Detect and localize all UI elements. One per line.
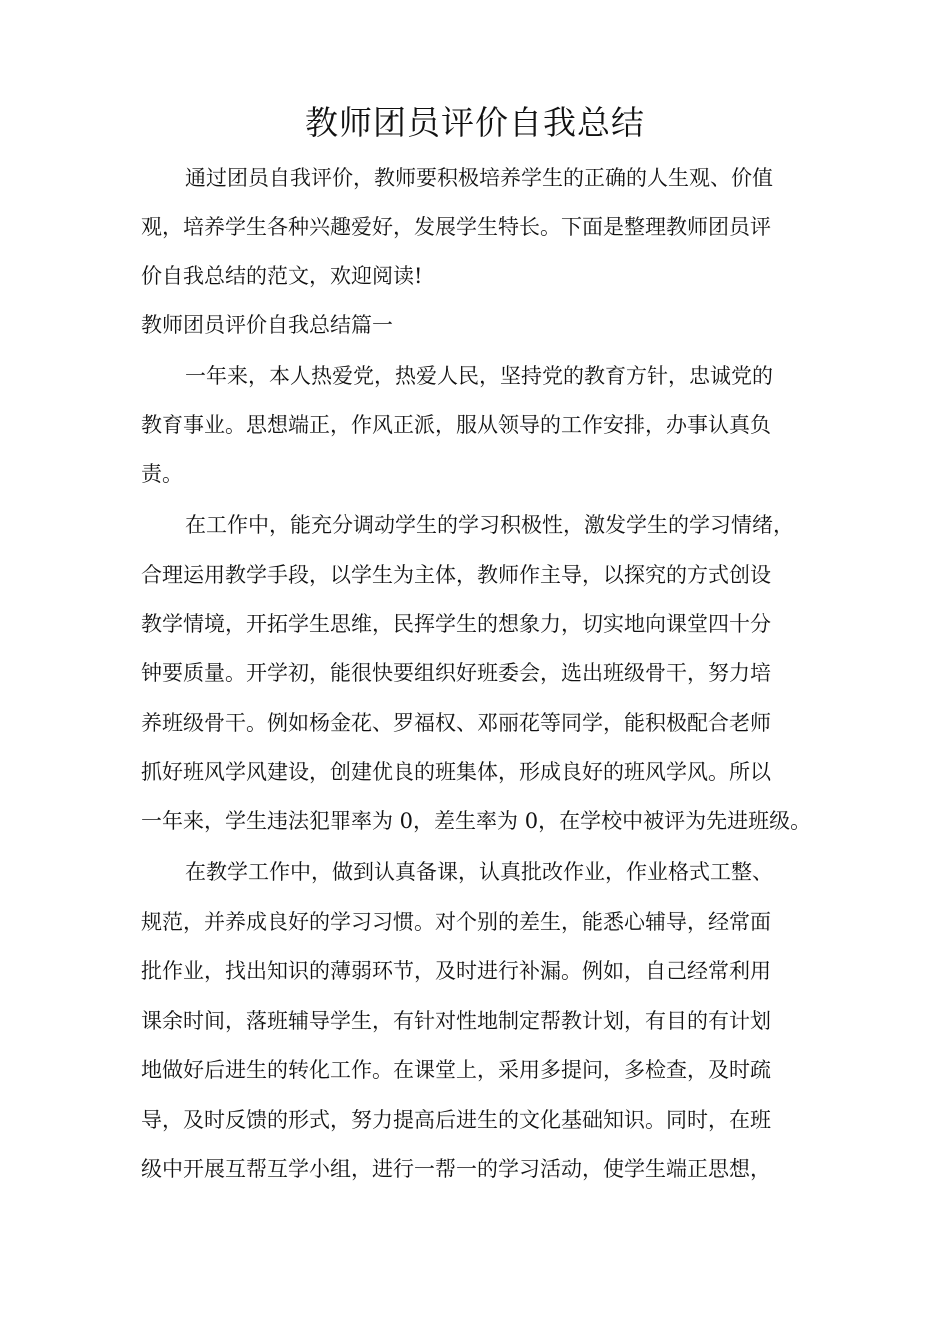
text-line: 一年来，本人热爱党，热爱人民，坚持党的教育方针，忠诚党的 xyxy=(185,364,773,388)
text-line: 合理运用教学手段，以学生为主体，教师作主导，以探究的方式创设 xyxy=(141,563,771,587)
text-line: 规范，并养成良好的学习习惯。对个别的差生，能悉心辅导，经常面 xyxy=(141,910,771,934)
text-line: 在教学工作中，做到认真备课，认真批改作业，作业格式工整、 xyxy=(185,860,773,884)
text-line: 养班级骨干。例如杨金花、罗福权、邓丽花等同学，能积极配合老师 xyxy=(141,711,771,735)
section-heading: 教师团员评价自我总结篇一 xyxy=(141,313,393,337)
text-line: 课余时间，落班辅导学生，有针对性地制定帮教计划，有目的有计划 xyxy=(141,1009,771,1033)
text-line: 在工作中，能充分调动学生的学习积极性，激发学生的学习情绪， xyxy=(185,513,794,537)
text-line: 通过团员自我评价，教师要积极培养学生的正确的人生观、价值 xyxy=(185,166,773,190)
text-line: 责。 xyxy=(141,462,183,486)
text-line: 级中开展互帮互学小组，进行一帮一的学习活动，使学生端正思想， xyxy=(141,1157,771,1181)
text-line: 观，培养学生各种兴趣爱好，发展学生特长。下面是整理教师团员评 xyxy=(141,215,771,239)
text-line: 抓好班风学风建设，创建优良的班集体，形成良好的班风学风。所以 xyxy=(141,760,771,784)
text-line: 教育事业。思想端正，作风正派，服从领导的工作安排，办事认真负 xyxy=(141,413,771,437)
text-line: 一年来，学生违法犯罪率为 0，差生率为 0，在学校中被评为先进班级。 xyxy=(141,809,812,833)
document-title: 教师团员评价自我总结 xyxy=(305,103,645,142)
text-line: 导，及时反馈的形式，努力提高后进生的文化基础知识。同时，在班 xyxy=(141,1108,771,1132)
text-line: 教学情境，开拓学生思维，民挥学生的想象力，切实地向课堂四十分 xyxy=(141,612,771,636)
text-line: 批作业，找出知识的薄弱环节，及时进行补漏。例如，自己经常利用 xyxy=(141,959,771,983)
text-line: 地做好后进生的转化工作。在课堂上，采用多提问，多检查，及时疏 xyxy=(141,1058,771,1082)
text-line: 价自我总结的范文，欢迎阅读! xyxy=(141,264,423,288)
text-line: 钟要质量。开学初，能很快要组织好班委会，选出班级骨干，努力培 xyxy=(141,661,771,685)
